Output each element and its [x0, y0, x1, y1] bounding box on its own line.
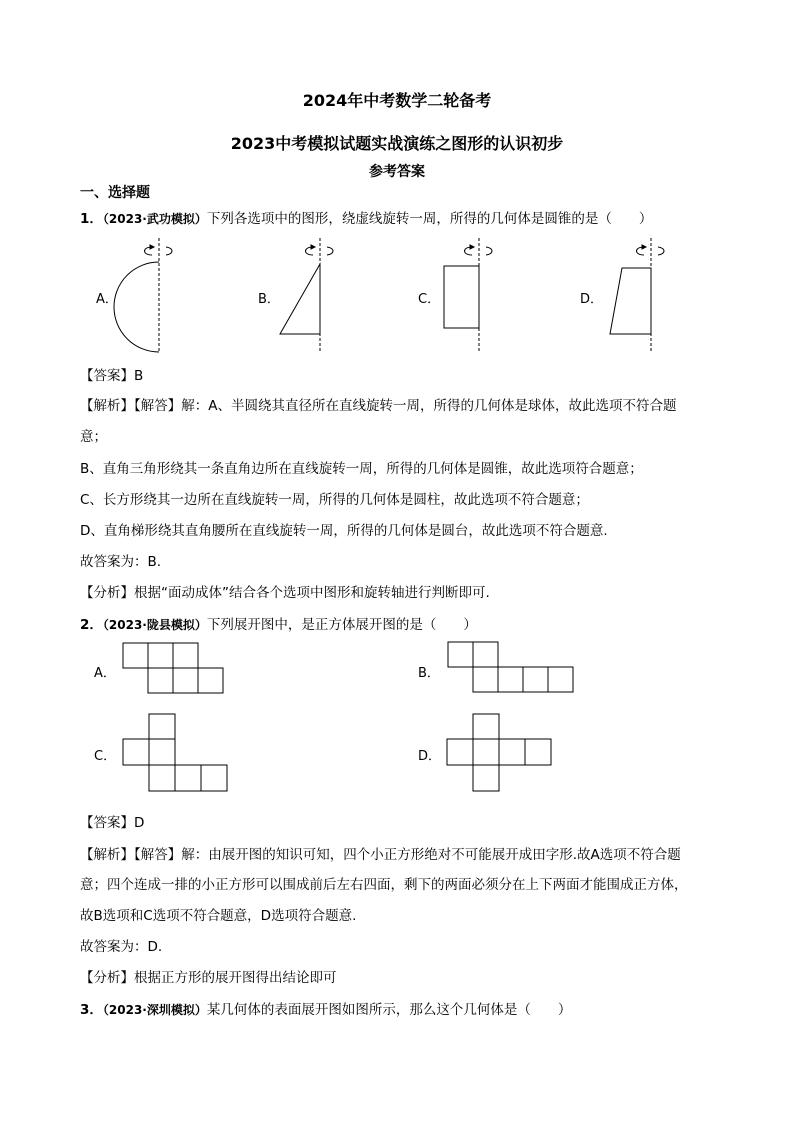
q2-analysis-line-3: 故B选项和C选项不符合题意，D选项符合题意.	[80, 908, 357, 924]
q2-net-a	[122, 641, 228, 697]
question-text: 下列展开图中，是正方体展开图的是（ ）	[206, 617, 477, 633]
q2-option-c-label: C．	[94, 749, 117, 764]
q2-analysis-line-5: 【分析】根据正方形的展开图得出结论即可	[80, 970, 337, 986]
q1-analysis-line-2: 意；	[80, 429, 107, 445]
q1-option-a-label: A．	[96, 292, 118, 307]
question-source: （2023·陇县模拟）	[102, 618, 207, 632]
q2-net-b	[446, 640, 578, 696]
question-text: 下列各选项中的图形，绕虚线旋转一周，所得的几何体是圆锥的是（ ）	[206, 211, 653, 227]
q1-answer: 【答案】B	[80, 368, 144, 384]
section-heading: 一、选择题	[80, 185, 150, 201]
question-source: （2023·深圳模拟）	[102, 1003, 207, 1017]
title-answer-key: 参考答案	[369, 164, 425, 180]
q2-answer: 【答案】D	[80, 815, 145, 831]
title-main: 2024年中考数学二轮备考	[302, 91, 492, 110]
title-sub: 2023中考模拟试题实战演练之图形的认识初步	[230, 134, 564, 153]
q1-figure-d-trapezoid	[596, 234, 666, 354]
q2-net-d	[446, 712, 556, 794]
question-number: 2．	[80, 617, 103, 633]
question-number: 1．	[80, 211, 103, 227]
q2-net-c	[122, 712, 232, 794]
q2-analysis-line-4: 故答案为：D.	[80, 939, 163, 955]
q2-option-b-label: B．	[418, 666, 440, 681]
q1-figure-b-right-triangle	[272, 234, 332, 354]
q1-figure-a-semicircle	[112, 234, 172, 354]
q1-option-c-label: C．	[418, 292, 441, 307]
q1-option-d-label: D．	[580, 292, 604, 307]
question-number: 3．	[80, 1002, 103, 1018]
q2-analysis-line-1: 【解析】【解答】解：由展开图的知识可知，四个小正方形绝对不可能展开成田字形.故A选项不符合题	[80, 847, 681, 863]
q2-option-d-label: D．	[418, 749, 442, 764]
question-source: （2023·武功模拟）	[102, 212, 207, 226]
q2-analysis-line-2: 意；四个连成一排的小正方形可以围成前后左右四面，剩下的两面必须分在上下两面才能围成正方体，	[80, 877, 688, 893]
q1-analysis-line-4: C、长方形绕其一边所在直线旋转一周，所得的几何体是圆柱，故此选项不符合题意；	[80, 492, 589, 508]
question-3	[80, 998, 571, 1018]
q1-figure-c-rectangle	[436, 234, 496, 354]
question-text: 某几何体的表面展开图如图所示，那么这个几何体是（ ）	[206, 1002, 572, 1018]
q1-analysis-line-6: 故答案为：B.	[80, 554, 162, 570]
q1-analysis-line-1: 【解析】【解答】解：A、半圆绕其直径所在直线旋转一周，所得的几何体是球体，故此选项不符合题	[80, 398, 677, 414]
question-2	[80, 613, 477, 633]
question-1	[80, 207, 652, 227]
q2-option-a-label: A．	[94, 666, 116, 681]
q1-analysis-line-5: D、直角梯形绕其直角腰所在直线旋转一周，所得的几何体是圆台，故此选项不符合题意.	[80, 523, 608, 539]
q1-option-b-label: B．	[258, 292, 280, 307]
q1-analysis-line-7: 【分析】根据“面动成体”结合各个选项中图形和旋转轴进行判断即可.	[80, 585, 490, 601]
q1-analysis-line-3: B、直角三角形绕其一条直角边所在直线旋转一周，所得的几何体是圆锥，故此选项符合题意；	[80, 461, 643, 477]
